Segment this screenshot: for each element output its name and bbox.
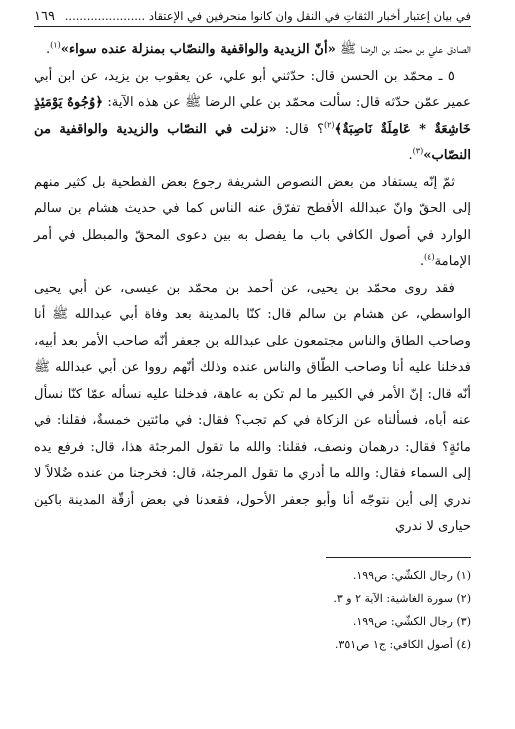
running-header bbox=[34, 8, 471, 27]
footnote-ref: (٣) bbox=[412, 146, 424, 156]
footnote-4: (٤) أصول الكافي: ج١ ص٣٥١. bbox=[334, 637, 471, 651]
paragraph-2 bbox=[34, 64, 471, 170]
page-number: ١٦٩ bbox=[34, 9, 55, 24]
paragraph-4 bbox=[34, 276, 471, 541]
header-title bbox=[63, 8, 471, 24]
paragraph-3 bbox=[34, 170, 471, 276]
footnote-2: (٢) سورة الغاشية: الآية ٢ و ٣. bbox=[333, 591, 471, 605]
footnotes bbox=[34, 564, 471, 656]
header-leader-dots: ...................... bbox=[64, 9, 146, 23]
paragraph-1 bbox=[34, 37, 471, 64]
footnote-ref: (٤) bbox=[424, 252, 435, 262]
paragraph-end: . bbox=[408, 148, 413, 163]
paragraph-end: . bbox=[45, 42, 51, 57]
header-title-text: في بيان إعتبار أخبار الثقاتِ في النقل وان كانوا منحرفين في الإعتقاد bbox=[148, 9, 471, 23]
paragraph-text: الصادق علي بن محمّد بن الرضا ﷺ bbox=[335, 42, 471, 57]
footnote-3: (٣) رجال الكشّي: ص١٩٩. bbox=[352, 614, 471, 628]
footnote-divider bbox=[326, 557, 471, 558]
paragraph-text: ثمّ إنّه يستفاد من بعض النصوص الشريفة رجوع بعض الفطحية بل كثير منهم إلى الحقّ وانّ عبدالله الأفطح تفرّق عنه الناس كما في حديث هشام بن سالم الوارد في أصول الكافي باب ما يفصل به بين دعوى المحقّ والمبطل في أمر الإمامة bbox=[34, 174, 471, 269]
paragraph-text: ؟ قال: bbox=[276, 121, 324, 137]
quoted-hadith: «أنّ الزيدية والواقفية والنصّاب بمنزلة عنده سواء» bbox=[60, 42, 336, 57]
quoted-hadith: «نزلت في النصّاب والزيدية والواقفية من النصّاب» bbox=[34, 121, 471, 163]
quran-verse: ﴿وُجُوهٌ يَوْمَئِذٍ خَاشِعَةٌ * عَامِلَةٌ نَاصِبَةٌ﴾ bbox=[34, 95, 471, 137]
paragraph-text: ٥ ـ محمّد بن الحسن قال: حدّثني أبو علي، عن يعقوب بن يزيد، عن ابن أبي عمير عمّن حدّثه قال: سألت محمّد بن علي الرضا ﷺ عن هذه الآية: bbox=[34, 68, 471, 110]
footnote-1: (١) رجال الكشّي: ص١٩٩. bbox=[352, 568, 471, 582]
footnote-ref: (١) bbox=[50, 40, 61, 50]
footnote-ref: (٢) bbox=[323, 120, 335, 130]
paragraph-text: فقد روى محمّد بن يحيى، عن أحمد بن محمّد بن عيسى، عن أبي يحيى الواسطي، عن هشام بن سالم قال: كنّا بالمدينة بعد وفاة أبي عبدالله ﷺ أنا وصاحب الطاق والناس مجتمعون على عبدالله بن جعفر أنّه صاحب الأمر بعد أبيه، فدخلنا عليه أنا وصاحب الطّاق والناس عنده وذلك أنّهم رووا عن أبي عبدالله ﷺ أنّه قال: إنّ الأمر في الكبير ما لم تكن به عاهة، فدخلنا عليه نسأله عمّا كنّا نسأل عنه أباه، فسألناه عن الزكاة في كم تجب؟ فقال: في مائتين خمسةٌ، فقلنا: في مائةٍ؟ فقال: درهمان ونصف، فقلنا: والله ما تقول المرجئة هذا، قال: فرفع يده إلى السماء فقال: والله ما أدري ما تقول المرجئة، قال: فخرجنا من عنده ضُلالاً لا ندري إلى أين نتوجّه أنا وأبو جعفر الأحول، فقعدنا في بعض أزقّة المدينة باكين حيارى لا ندري bbox=[34, 280, 471, 534]
paragraph-end: . bbox=[419, 254, 425, 269]
main-text bbox=[34, 37, 471, 541]
